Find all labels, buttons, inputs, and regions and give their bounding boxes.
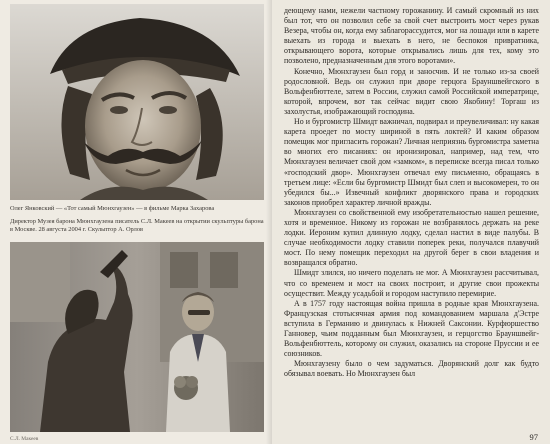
caption-film-title: «Тот самый Мюнхгаузен» bbox=[63, 205, 135, 212]
paragraph: деющему нами, нежели частному горожанину. И самый скромный из них был тот, что он позволил себе за свой счет выстроить мост через рукав Везера, чтобы он, когда ему заблагорассудится, мог на лошади или в карете выехать из города и выехать в него, не беспокоя привратника, открывающего ворота, которые открывались лишь для тех, кому это позволено, предназначенным для этого воротами». bbox=[284, 6, 539, 66]
paragraph: Мюнхгаузен со свойственной ему изобретательностью нашел решение, хотя и временное. Никому из горожан не возбранялось держать на реке лодки. Иероним купил длинную лодку, сделал настил в виде палубы. В случае необходимости лодку ставили поперек реки, получался плавучий мост. По нему помещик переходил на другой берег в свои владения и возвращался обратно. bbox=[284, 207, 539, 268]
paragraph: Шмидт злился, но ничего поделать не мог. А Мюнхгаузен рассчитывал, что со временем и мост на своих построит, и другие свои прожекты осуществит. Между усадьбой и городом наступило перемирие. bbox=[284, 268, 539, 298]
caption-person: Олег Янковский bbox=[10, 205, 55, 212]
photo-actor-portrait-image bbox=[10, 4, 264, 200]
paragraph: Но и бургомистр Шмидт важничал, подвирал и преувеличивал: ну какая карета проедет по мосту шириной в пять локтей? И каким образом помещик мог пригласить горожан? Личная неприязнь бургомистра заметна во многих его писаниях: он иронизировал, например, над тем, что Мюнхгаузен величает свой дом «замком», в переписке всегда писал только «господский двор». Мюнхгаузен отвечал ему письменно, обращаясь в третьем лице: «Если бы бургомистр Шмидт был слеп и высокомерен, то он убедился бы...» Извечный конфликт дворянского права и городских законов приобрел характер личной вражды. bbox=[284, 117, 539, 207]
page-number: 97 bbox=[529, 432, 538, 442]
caption-source: в фильме Марка Захарова bbox=[144, 205, 215, 212]
paragraph: Мюнхгаузену было о чем задуматься. Дворянский долг как будто обязывал воевать. Но Мюнхгаузен был bbox=[284, 359, 539, 379]
paragraph: Конечно, Мюнхгаузен был горд и заносчив. И не только из-за своей родословной. Ведь он служил при дворе герцога Брауншвейгского в Вольфенбюттеле, затем в России, служил самой Российской императрице, которой, впрочем, вот так сейчас видит свою Якобину! Торгаш из захолустья, изображающий господина. bbox=[284, 66, 539, 116]
left-page bbox=[0, 0, 272, 444]
caption-museum-photo: Директор Музея барона Мюнхгаузена писатель С.Л. Макеев на открытии скульптуры барона в Москве. 28 августа 2004 г. Скульптор А. Орлов bbox=[10, 218, 264, 234]
photo-sculpture-opening bbox=[10, 242, 264, 432]
paragraph: А в 1757 году настоящая война пришла в родные края Мюнхгаузена. Французская стотысячная армия под командованием маршала д'Эстре вступила в Германию и двинулась к Нижней Саксонии. Курфюршество Ганновер, чьим подданным был Мюнхгаузен, и герцогство Брауншвейг-Вольфенбюттель, которому он служил, оказались на стороне Пруссии и ее союзников. bbox=[284, 298, 539, 359]
photo-actor-portrait bbox=[10, 4, 264, 200]
caption-actor-photo: Олег Янковский — «Тот самый Мюнхгаузен» — в фильме Марка Захарова bbox=[10, 205, 215, 212]
body-text bbox=[284, 6, 539, 379]
running-footer: С.Л. Макеев bbox=[10, 436, 39, 442]
photo-sculpture-opening-image bbox=[10, 242, 264, 432]
